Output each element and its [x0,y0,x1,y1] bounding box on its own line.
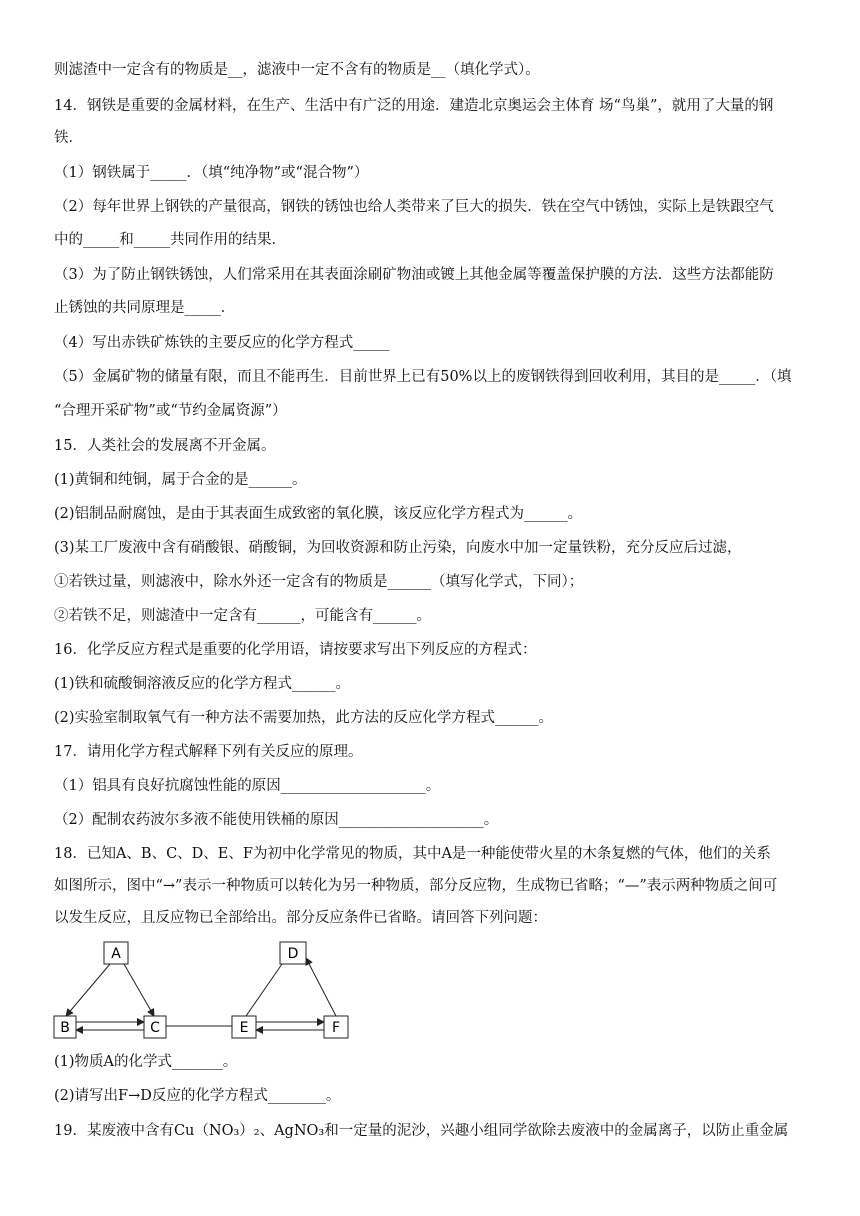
question-17-stem: 17．请用化学方程式解释下列有关反应的原理。 [54,744,363,760]
text-line: “合理开采矿物”或“节约金属资源”） [54,403,287,419]
svg-text:E: E [239,1020,249,1036]
question-14-stem: 14．钢铁是重要的金属材料，在生产、生活中有广泛的用途．建造北京奥运会主体育 场“鸟巢”，就用了大量的钢 [54,98,774,114]
question-18-stem: 18．已知A、B、C、D、E、F为初中化学常见的物质，其中A是一种能使带火星的木条复燃的气体，他们的关系 [54,846,771,862]
node-c [144,1016,166,1038]
text-line: 如图所示，图中“→”表示一种物质可以转化为另一种物质，部分反应物，生成物已省略；“—”表示两种物质之间可 [54,878,778,894]
svg-text:B: B [60,1020,70,1036]
question-15-part-1: (1)黄铜和纯铜，属于合金的是______。 [54,472,307,488]
svg-text:C: C [150,1020,160,1036]
question-14-part-1: （1）钢铁属于_____．（填“纯净物”或“混合物”） [54,165,369,181]
text-line: ②若铁不足，则滤渣中一定含有______，可能含有______。 [54,608,431,624]
svg-text:A: A [111,946,121,962]
text-line: 止锈蚀的共同原理是_____． [54,300,236,316]
question-15-part-3: (3)某工厂废液中含有硝酸银、硝酸铜，为回收资源和防止污染，向废水中加一定量铁粉，充分反应后过滤， [54,540,742,556]
question-18-part-2: (2)请写出F→D反应的化学方程式________。 [54,1088,341,1104]
svg-text:F: F [331,1020,341,1036]
question-18-part-1: (1)物质A的化学式_______。 [54,1054,238,1070]
question-14-part-3: （3）为了防止钢铁锈蚀，人们常采用在其表面涂刷矿物油或镀上其他金属等覆盖保护膜的方法．这些方法都能防 [54,267,774,283]
question-17-part-2: （2）配制农药波尔多液不能使用铁桶的原因____________________。 [54,812,499,828]
question-16-part-2: (2)实验室制取氧气有一种方法不需要加热，此方法的反应化学方程式______。 [54,710,554,726]
svg-text:D: D [287,946,299,962]
question-16-stem: 16．化学反应方程式是重要的化学用语，请按要求写出下列反应的方程式： [54,642,537,658]
node-a [104,942,128,964]
question-15-stem: 15．人类社会的发展离不开金属。 [54,438,276,454]
relationship-diagram [50,930,360,1042]
text-line: 则滤渣中一定含有的物质是__，滤液中一定不含有的物质是__（填化学式）。 [54,62,540,78]
question-17-part-1: （1）铝具有良好抗腐蚀性能的原因____________________。 [54,778,441,794]
question-19-stem: 19．某废液中含有Cu（NO₃）₂、AgNO₃和一定量的泥沙，兴趣小组同学欲除去废液中的金属离子，以防止重金属 [54,1123,789,1139]
node-b [54,1016,76,1038]
text-line: 铁． [54,130,83,146]
question-14-part-2: （2）每年世界上钢铁的产量很高，钢铁的锈蚀也给人类带来了巨大的损失．铁在空气中锈蚀，实际上是铁跟空气 [54,199,774,215]
text-line: ①若铁过量，则滤液中，除水外还一定含有的物质是______（填写化学式，下同）； [54,574,584,590]
diagram-connectors [66,958,336,1030]
text-line: 以发生反应，且反应物已全部给出。部分反应条件已省略。请回答下列问题： [54,910,547,926]
question-15-part-2: (2)铝制品耐腐蚀，是由于其表面生成致密的氧化膜，该反应化学方程式为______。 [54,506,583,522]
question-16-part-1: (1)铁和硫酸铜溶液反应的化学方程式______。 [54,676,351,692]
node-e [232,1016,256,1038]
node-d [280,942,306,964]
question-14-part-5: （5）金属矿物的储量有限，而且不能再生．目前世界上已有50%以上的废钢铁得到回收利用，其目的是_____．（填 [54,369,792,385]
question-14-part-4: （4）写出赤铁矿炼铁的主要反应的化学方程式_____ [54,335,390,351]
text-line: 中的_____和_____共同作用的结果． [54,232,286,248]
node-f [324,1016,348,1038]
